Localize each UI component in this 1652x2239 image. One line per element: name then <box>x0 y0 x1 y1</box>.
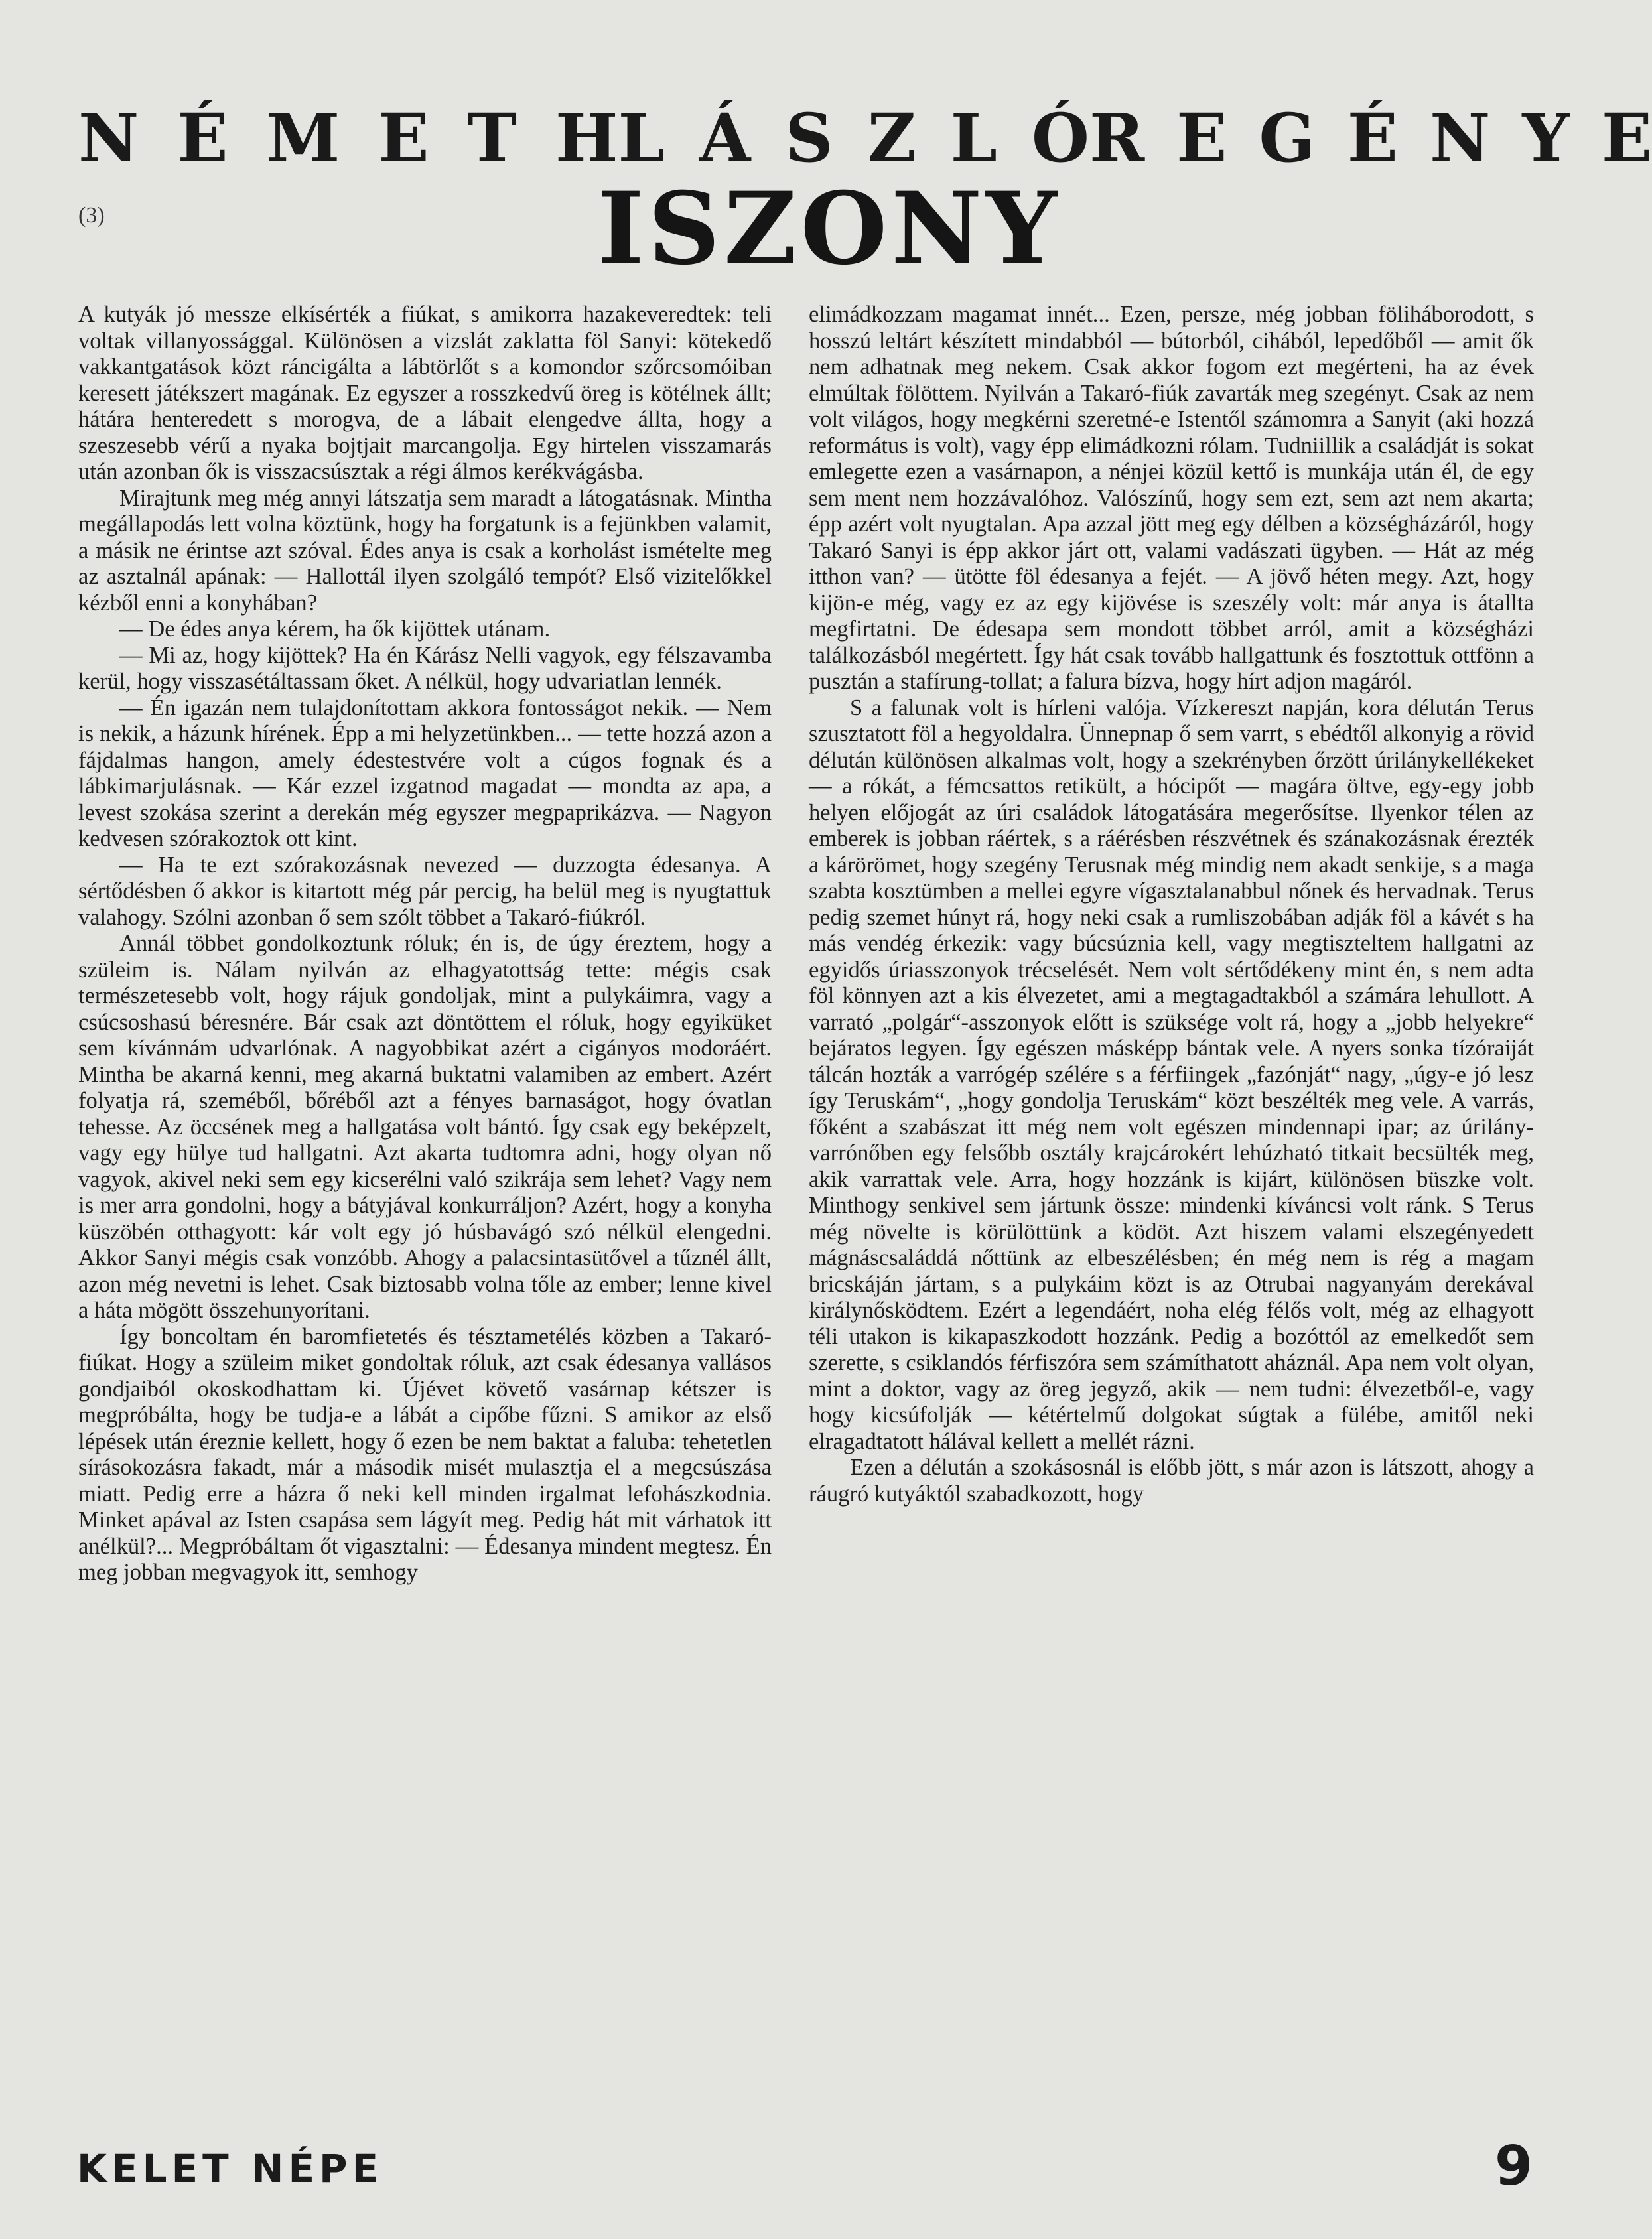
header-word-regenye <box>1089 99 1652 177</box>
header-letter: L <box>950 99 997 177</box>
header-letter: R <box>1089 99 1145 177</box>
paragraph: — Én igazán nem tulajdonítottam akkora fontosságot nekik. — Nem is nekik, a házunk hírének. Épp a mi helyzetünkben... — tette hozzá azon a fájdalmas hangon, amely édestestvére volt a cúgos fognak és a lábkimarjulásnak. — Kár ezzel izgatnod magadat — mondta az apa, a levest szokása szerint a derekán még egyszer megpaprikázva. — Nagyon kedvesen szórakoztok ott kint. <box>78 695 772 851</box>
author-header <box>78 98 1652 178</box>
header-letter: T <box>467 99 517 177</box>
paragraph: Így boncoltam én baromfietetés és tésztametélés közben a Takaró-fiúkat. Hogy a szüleim miket gondoltak róluk, azt csak édesanya vallásos gondjaiból okoskodhattam ki. Újévet követő vasárnap kétszer is megpróbálta, hogy be tudja-e a lábát a cipőbe fűzni. S amikor az első lépések után éreznie kellett, hogy ő ezen be nem baktat a faluba: tehetetlen sírásokozásra fakadt, már a második misét mulasztja el a megcsúszása miatt. Pedig erre a házra ő neki kell minden irgalmat lefohászkodnia. Minket apával az Isten csapása sem lágyít meg. Pedig hát mit várhatok itt anélkül?... Megpróbáltam őt vigasztalni: — Édesanya mindent megtesz. Én meg jobban megvagyok itt, semhogy <box>78 1323 772 1585</box>
header-letter: É <box>1347 99 1399 177</box>
header-letter: Z <box>867 99 916 177</box>
paragraph: elimádkozzam magamat innét... Ezen, persze, még jobban föliháborodott, s hosszú leltárt készített mindabból — bútorból, cihából, lepedőből — amit ők nem adhatnak meg nekem. Csak akkor fogom ezt megérteni, ha az évek elmúltak fölöttem. Nyilván a Takaró-fiúk zavarták meg szegényt. Csak az nem volt világos, hogy megkérni szeretné-e Istentől számomra a Sanyit (aki hozzá református is volt), vagy épp elimádkozni rólam. Tudniillik a családját is sokat emlegette ezen a vasárnapon, a nénjei közül kettő is munkája után él, de egy sem ment nem hozzávalóhoz. Valószínű, hogy sem ezt, sem azt nem akarta; épp azért volt nyugtalan. Apa azzal jött meg egy délben a községházáról, hogy Takaró Sanyi is épp akkor járt ott, valami vadászati ügyben. — Hát az még itthon van? — ütötte föl édesanya a fejét. — A jövő héten megy. Azt, hogy kijön-e még, vagy ez az egy kijövése is szeszély volt: már anya is átallta megfirtatni. De édesapa sem mondott többet arról, amit a községházi találkozásból megértett. Így hát csak tovább hallgattunk és fosztottuk ottfönn a pusztán a stafírung-tollat; a falura bízva, hogy hírt adjon magáról. <box>809 302 1534 694</box>
header-letter: S <box>785 99 833 177</box>
header-letter: É <box>177 99 228 177</box>
header-letter: L <box>618 99 665 177</box>
header-word-laszlo <box>618 99 1089 177</box>
paragraph: — Mi az, hogy kijöttek? Ha én Kárász Nelli vagyok, egy félszavamba kerül, hogy visszasétáltassam őket. A nélkül, hogy udvariatlan lennék. <box>78 642 772 694</box>
header-letter: H <box>555 99 618 177</box>
header-letter: E <box>378 99 429 177</box>
novel-title: ISZONY <box>597 170 1062 287</box>
right-text-column <box>809 302 1534 2179</box>
paragraph: Ezen a délután a szokásosnál is előbb jött, s már azon is látszott, ahogy a ráugró kutyáktól szabadkozott, hogy <box>809 1455 1534 1507</box>
paragraph: — Ha te ezt szórakozásnak nevezed — duzzogta édesanya. A sértődésben ő akkor is kitartott még pár percig, ha belül meg is nyugtattuk valahogy. Szólni azonban ő sem szólt többet a Takaró-fiúkról. <box>78 852 772 930</box>
paragraph: — De édes anya kérem, ha ők kijöttek utánam. <box>119 616 551 642</box>
header-letter: E <box>1601 99 1652 177</box>
paragraph: S a falunak volt is hírleni valója. Vízkereszt napján, kora délután Terus szusztatott föl a hegyoldalra. Ünnepnap ő sem varrt, s ebédtől alkonyig a rövid délután különösen alkalmas volt, hogy a szekrényben őrzött úrilánykellékeket — a rókát, a fémcsattos retikült, a hócipőt — magára öltve, egy-egy jobb helyen előjogát az úri családok látogatására megerősítse. Ilyenkor télen az emberek is jobban ráértek, s a ráérésben részvétnek és szánakozásnak érezték a kárörömet, hogy szegény Terusnak még mindig nem akadt senkije, s a maga szabta kosztümben a mellei egyre vígasztalanabbul nőnek és hervadnak. Terus pedig szemet húnyt rá, hogy neki csak a rumliszobában adják föl a kávét s ha más vendég érkezik: vagy búcsúznia kell, vagy megtiszteltem hallgatni az egyidős úriasszonyok trécselését. Nem volt sértődékeny mint én, s nem adta föl könnyen azt a kis élvezetet, ami a megtagadtakból a számára lehullott. A varrató „polgár“-asszonyok előtt is szüksége volt rá, hogy a „jobb helyekre“ bejáratos legyen. Így egészen másképp bántak vele. A nyers sonka tízóraiját tálcán hozták a varrógép szélére s a férfiingek „fazónját“ nagy, „úgy-e jó lesz így Teruskám“, „hogy gondolja Teruskám“ közt beszélték meg vele. A varrás, főként a szabászat itt még nem volt egészen mindennapi ipar; az úrilány-varrónőben egy felsőbb osztály krajcárokért lehúzható titkait becsülték meg, akik varrattak vele. Arra, hogy hozzánk is kijárt, különösen büszke volt. Minthogy senkivel sem jártunk össze: mindenki kíváncsi volt ránk. S Terus még növelte is körülöttünk a ködöt. Azt hiszem valami elszegényedett mágnáscsaláddá nőttünk az elbeszélésben; én még nem is rég a magam bricskáján jártam, s a pulykáim közt is az Otrubai nagyanyám derekával királynősködtem. Ezért a legendáért, noha elég félős volt, még az elhagyott téli utakon is kikapaszkodott hozzánk. Pedig a bozóttól az emelkedőt sem szerette, s csiklandós férfiszóra sem számíthatott aháznál. Apa nem volt olyan, mint a doktor, vagy az öreg jegyző, akik — nem tudni: élvezetből-e, vagy hogy kicsúfolják — kétértelmű dolgokat súgtak a fülébe, amitől neki elragadtatott hálával kellett a mellét rázni. <box>809 695 1534 1454</box>
header-word-nemeth <box>78 99 618 177</box>
installment-number: (3) <box>78 203 105 228</box>
header-letter: E <box>1176 99 1227 177</box>
paragraph: Annál többet gondolkoztunk róluk; én is, de úgy éreztem, hogy a szüleim is. Nálam nyilván az elhagyatottság tette: mégis csak természetesebb volt, hogy rájuk gondoljak, mint a pulykáimra, vagy a csúcsoshasú béresnére. Bár csak azt döntöttem el róluk, hogy egyiküket sem kívánnám udvarlónak. A nagyobbikat azért a cigányos modoráért. Mintha be akarná kenni, meg akarná buktatni valamiben az embert. Azért folyatja rá, szeméből, bőréből azt a fényes barnaságot, hogy óvatlan tehesse. Az öccsének meg a hallgatása volt bántó. Így csak egy beképzelt, vagy egy hülye tud hallgatni. Azt akarta tudtomra adni, hogy olyan nő vagyok, akivel neki sem egy kicserélni való szikrája sem lehet? Vagy nem is mer arra gondolni, hogy a bátyjával konkurráljon? Azért, hogy a konyha küszöbén otthagyott: kár volt egy jó húsbavágó szó nélkül elengedni. Akkor Sanyi mégis csak vonzóbb. Ahogy a palacsintasütővel a tűznél állt, azon még nevetni is lehet. Csak biztosabb volna tőle az ember; lenne kivel a háta mögött összehunyorítani. <box>78 931 772 1323</box>
magazine-name: KELET NÉPE <box>77 2146 383 2191</box>
header-letter: Y <box>1522 99 1570 177</box>
paragraph: Mirajtunk meg még annyi látszatja sem maradt a látogatásnak. Mintha megállapodás lett volna köztünk, hogy ha forgatunk is a fejünkben valamit, a másik ne érintse azt szóval. Édes anya is csak a korholást ismételte meg az asztalnál apának: — Hallottál ilyen szolgáló tempót? Első vizitelőkkel kézből enni a konyhában? <box>78 485 772 616</box>
header-letter: N <box>1430 99 1491 177</box>
left-text-column <box>78 302 772 2179</box>
header-letter: M <box>266 99 340 177</box>
header-letter: G <box>1259 99 1316 177</box>
header-letter: N <box>78 99 139 177</box>
paragraph: A kutyák jó messze elkísérték a fiúkat, s amikorra hazakeveredtek: teli voltak villanyossággal. Különösen a vizslát zaklatta föl Sanyi: kötekedő vakkantgatások közt ráncigálta a lábtörlőt s a komondor szőrcsomóiban keresett játékszert magának. Ez egyszer a rosszkedvű öreg is kötélnek állt; hátára henteredett s morogva, de a lábait elengedve állta, hogy a szeszesebb vérű a nyaka bojtjait marcangolja. Egy hirtelen visszamarás után azonban ők is visszacsúsztak a régi álmos kerékvágásba. <box>78 302 772 484</box>
header-letter: Á <box>699 99 751 177</box>
header-letter: Ó <box>1031 99 1090 177</box>
page-number: 9 <box>1494 2135 1533 2198</box>
